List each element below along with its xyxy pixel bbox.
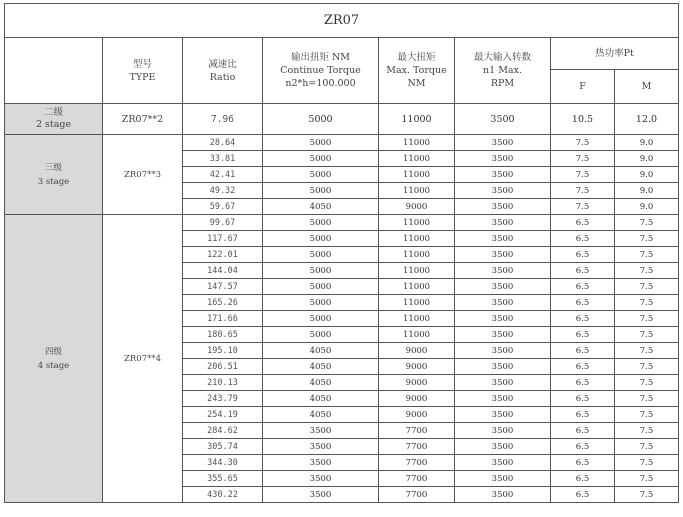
max-input-speed-cell: 3500 — [455, 359, 551, 375]
max-torque-cell: 9000 — [379, 359, 455, 375]
max-torque-cell: 7700 — [379, 455, 455, 471]
continue-torque-cell: 4050 — [263, 343, 379, 359]
thermal-f-cell: 6.5 — [551, 263, 615, 279]
thermal-f-cell: 6.5 — [551, 471, 615, 487]
output-torque-header-en: Continue Torque — [280, 65, 361, 76]
max-torque-header-unit: NM — [407, 78, 426, 89]
thermal-m-cell: 7.5 — [615, 247, 679, 263]
max-torque-cell: 7700 — [379, 423, 455, 439]
max-input-speed-cell: 3500 — [455, 311, 551, 327]
thermal-f-cell: 6.5 — [551, 279, 615, 295]
continue-torque-cell: 3500 — [263, 455, 379, 471]
type-cell: ZR07**4 — [103, 215, 183, 503]
thermal-f-cell: 7.5 — [551, 151, 615, 167]
thermal-m-cell: 7.5 — [615, 231, 679, 247]
max-torque-cell: 11000 — [379, 151, 455, 167]
thermal-m-cell: 7.5 — [615, 327, 679, 343]
table-row — [5, 135, 679, 151]
thermal-f-cell: 6.5 — [551, 487, 615, 503]
spec-table — [4, 3, 679, 503]
table-body — [5, 104, 679, 503]
max-input-speed-cell: 3500 — [455, 455, 551, 471]
thermal-f-cell: 10.5 — [551, 104, 615, 135]
max-input-speed-cell: 3500 — [455, 391, 551, 407]
max-input-speed-cell: 3500 — [455, 183, 551, 199]
thermal-m-cell: 7.5 — [615, 391, 679, 407]
ratio-cell: 305.74 — [183, 439, 263, 455]
max-torque-cell: 11000 — [379, 263, 455, 279]
continue-torque-cell: 4050 — [263, 359, 379, 375]
max-input-speed-cell: 3500 — [455, 199, 551, 215]
thermal-f-cell: 7.5 — [551, 183, 615, 199]
max-input-speed-cell: 3500 — [455, 439, 551, 455]
thermal-m-cell: 9.0 — [615, 167, 679, 183]
ratio-header-cn: 减速比 — [208, 58, 237, 70]
thermal-m-cell: 7.5 — [615, 279, 679, 295]
ratio-header-en: Ratio — [209, 71, 236, 83]
ratio-cell: 144.04 — [183, 263, 263, 279]
continue-torque-cell: 5000 — [263, 311, 379, 327]
thermal-f-cell: 7.5 — [551, 135, 615, 151]
thermal-m-cell: 7.5 — [615, 487, 679, 503]
stage-label-en: 3 stage — [37, 176, 70, 187]
table-row — [5, 215, 679, 231]
stage-label — [5, 104, 103, 135]
ratio-cell: 206.51 — [183, 359, 263, 375]
ratio-cell: 180.65 — [183, 327, 263, 343]
ratio-cell: 171.66 — [183, 311, 263, 327]
max-input-speed-header — [455, 38, 551, 104]
max-torque-cell: 7700 — [379, 471, 455, 487]
type-cell: ZR07**3 — [103, 135, 183, 215]
ratio-cell: 210.13 — [183, 375, 263, 391]
continue-torque-cell: 3500 — [263, 423, 379, 439]
max-input-speed-cell: 3500 — [455, 167, 551, 183]
max-input-speed-cell: 3500 — [455, 423, 551, 439]
thermal-m-cell: 9.0 — [615, 183, 679, 199]
stage-label-cn: 三级 — [44, 162, 62, 173]
ratio-cell: 33.81 — [183, 151, 263, 167]
output-torque-header-condition: n2*h=100.000 — [285, 78, 356, 89]
thermal-f-cell: 6.5 — [551, 423, 615, 439]
max-torque-cell: 11000 — [379, 247, 455, 263]
continue-torque-cell: 4050 — [263, 375, 379, 391]
thermal-f-header: F — [551, 70, 615, 104]
max-torque-cell: 9000 — [379, 391, 455, 407]
continue-torque-cell: 5000 — [263, 279, 379, 295]
max-input-speed-cell: 3500 — [455, 135, 551, 151]
max-input-speed-cell: 3500 — [455, 104, 551, 135]
ratio-cell: 117.67 — [183, 231, 263, 247]
thermal-f-cell: 6.5 — [551, 407, 615, 423]
thermal-f-cell: 6.5 — [551, 343, 615, 359]
max-input-speed-cell: 3500 — [455, 407, 551, 423]
thermal-m-cell: 7.5 — [615, 263, 679, 279]
ratio-cell: 122.01 — [183, 247, 263, 263]
ratio-header — [183, 38, 263, 104]
continue-torque-cell: 3500 — [263, 471, 379, 487]
continue-torque-cell: 5000 — [263, 247, 379, 263]
max-input-speed-cell: 3500 — [455, 263, 551, 279]
stage-label-en: 2 stage — [35, 119, 72, 130]
max-torque-cell: 9000 — [379, 199, 455, 215]
thermal-f-cell: 6.5 — [551, 327, 615, 343]
max-input-speed-cell: 3500 — [455, 327, 551, 343]
thermal-f-cell: 6.5 — [551, 439, 615, 455]
max-torque-cell: 11000 — [379, 183, 455, 199]
max-torque-cell: 11000 — [379, 311, 455, 327]
thermal-f-cell: 6.5 — [551, 375, 615, 391]
continue-torque-cell: 3500 — [263, 487, 379, 503]
max-torque-cell: 11000 — [379, 327, 455, 343]
max-input-speed-cell: 3500 — [455, 279, 551, 295]
max-input-speed-cell: 3500 — [455, 247, 551, 263]
thermal-m-cell: 7.5 — [615, 407, 679, 423]
ratio-cell: 430.22 — [183, 487, 263, 503]
ratio-cell: 165.26 — [183, 295, 263, 311]
continue-torque-cell: 5000 — [263, 263, 379, 279]
continue-torque-cell: 5000 — [263, 231, 379, 247]
thermal-m-cell: 7.5 — [615, 311, 679, 327]
continue-torque-cell: 5000 — [263, 215, 379, 231]
thermal-f-cell: 6.5 — [551, 295, 615, 311]
continue-torque-cell: 4050 — [263, 407, 379, 423]
output-torque-header-cn: 输出扭矩 NM — [290, 52, 351, 63]
ratio-cell: 243.79 — [183, 391, 263, 407]
max-input-speed-header-cn: 最大输入转数 — [473, 52, 531, 63]
max-torque-cell: 9000 — [379, 343, 455, 359]
max-input-speed-cell: 3500 — [455, 215, 551, 231]
max-input-speed-header-unit: RPM — [490, 78, 515, 89]
max-input-speed-cell: 3500 — [455, 151, 551, 167]
thermal-f-cell: 6.5 — [551, 359, 615, 375]
type-header-en: TYPE — [129, 71, 156, 83]
thermal-f-cell: 7.5 — [551, 167, 615, 183]
thermal-m-cell: 7.5 — [615, 359, 679, 375]
ratio-cell: 28.64 — [183, 135, 263, 151]
stage-label-cn: 二级 — [43, 107, 63, 118]
max-input-speed-cell: 3500 — [455, 471, 551, 487]
max-torque-cell: 7700 — [379, 439, 455, 455]
thermal-power-header: 热功率Pt — [551, 38, 679, 70]
continue-torque-cell: 5000 — [263, 295, 379, 311]
max-torque-header-en: Max. Torque — [386, 65, 447, 76]
max-input-speed-cell: 3500 — [455, 231, 551, 247]
max-torque-cell: 11000 — [379, 295, 455, 311]
continue-torque-cell: 5000 — [263, 167, 379, 183]
thermal-f-cell: 6.5 — [551, 311, 615, 327]
ratio-cell: 7.96 — [183, 104, 263, 135]
continue-torque-cell: 5000 — [263, 183, 379, 199]
thermal-m-cell: 9.0 — [615, 135, 679, 151]
max-torque-cell: 9000 — [379, 375, 455, 391]
stage-label — [5, 135, 103, 215]
max-input-speed-header-en: n1 Max. — [483, 65, 522, 76]
thermal-m-cell: 7.5 — [615, 215, 679, 231]
ratio-cell: 355.65 — [183, 471, 263, 487]
thermal-m-cell: 12.0 — [615, 104, 679, 135]
ratio-cell: 284.62 — [183, 423, 263, 439]
max-input-speed-cell: 3500 — [455, 375, 551, 391]
ratio-cell: 42.41 — [183, 167, 263, 183]
thermal-m-cell: 7.5 — [615, 471, 679, 487]
thermal-f-cell: 6.5 — [551, 455, 615, 471]
type-header-cn: 型号 — [132, 58, 152, 70]
continue-torque-cell: 4050 — [263, 391, 379, 407]
max-torque-cell: 11000 — [379, 135, 455, 151]
continue-torque-cell: 5000 — [263, 135, 379, 151]
ratio-cell: 59.67 — [183, 199, 263, 215]
max-torque-cell: 9000 — [379, 407, 455, 423]
table-row — [5, 104, 679, 135]
stage-label-cn: 四级 — [44, 346, 62, 357]
max-input-speed-cell: 3500 — [455, 487, 551, 503]
thermal-m-cell: 7.5 — [615, 375, 679, 391]
ratio-cell: 195.10 — [183, 343, 263, 359]
thermal-m-cell: 7.5 — [615, 455, 679, 471]
thermal-m-cell: 7.5 — [615, 295, 679, 311]
thermal-m-cell: 9.0 — [615, 199, 679, 215]
continue-torque-cell: 5000 — [263, 151, 379, 167]
stage-header — [5, 38, 103, 104]
ratio-cell: 254.19 — [183, 407, 263, 423]
thermal-m-cell: 9.0 — [615, 151, 679, 167]
max-torque-header — [379, 38, 455, 104]
table-title: ZR07 — [5, 4, 679, 38]
thermal-m-cell: 7.5 — [615, 439, 679, 455]
max-torque-cell: 11000 — [379, 279, 455, 295]
thermal-f-cell: 7.5 — [551, 199, 615, 215]
max-input-speed-cell: 3500 — [455, 343, 551, 359]
stage-label — [5, 215, 103, 503]
thermal-f-cell: 6.5 — [551, 231, 615, 247]
type-header — [103, 38, 183, 104]
stage-label-en: 4 stage — [37, 360, 70, 371]
max-torque-cell: 11000 — [379, 104, 455, 135]
max-torque-cell: 11000 — [379, 215, 455, 231]
ratio-cell: 344.30 — [183, 455, 263, 471]
thermal-f-cell: 6.5 — [551, 247, 615, 263]
continue-torque-cell: 4050 — [263, 199, 379, 215]
max-torque-cell: 7700 — [379, 487, 455, 503]
max-torque-cell: 11000 — [379, 167, 455, 183]
ratio-cell: 49.32 — [183, 183, 263, 199]
ratio-cell: 147.57 — [183, 279, 263, 295]
continue-torque-cell: 5000 — [263, 327, 379, 343]
continue-torque-cell: 5000 — [263, 104, 379, 135]
continue-torque-cell: 3500 — [263, 439, 379, 455]
ratio-cell: 99.67 — [183, 215, 263, 231]
thermal-m-header: M — [615, 70, 679, 104]
thermal-f-cell: 6.5 — [551, 391, 615, 407]
max-input-speed-cell: 3500 — [455, 295, 551, 311]
thermal-m-cell: 7.5 — [615, 343, 679, 359]
thermal-m-cell: 7.5 — [615, 423, 679, 439]
max-torque-cell: 11000 — [379, 231, 455, 247]
thermal-f-cell: 6.5 — [551, 215, 615, 231]
type-cell: ZR07**2 — [103, 104, 183, 135]
max-torque-header-cn: 最大扭矩 — [397, 52, 436, 63]
output-torque-header — [263, 38, 379, 104]
